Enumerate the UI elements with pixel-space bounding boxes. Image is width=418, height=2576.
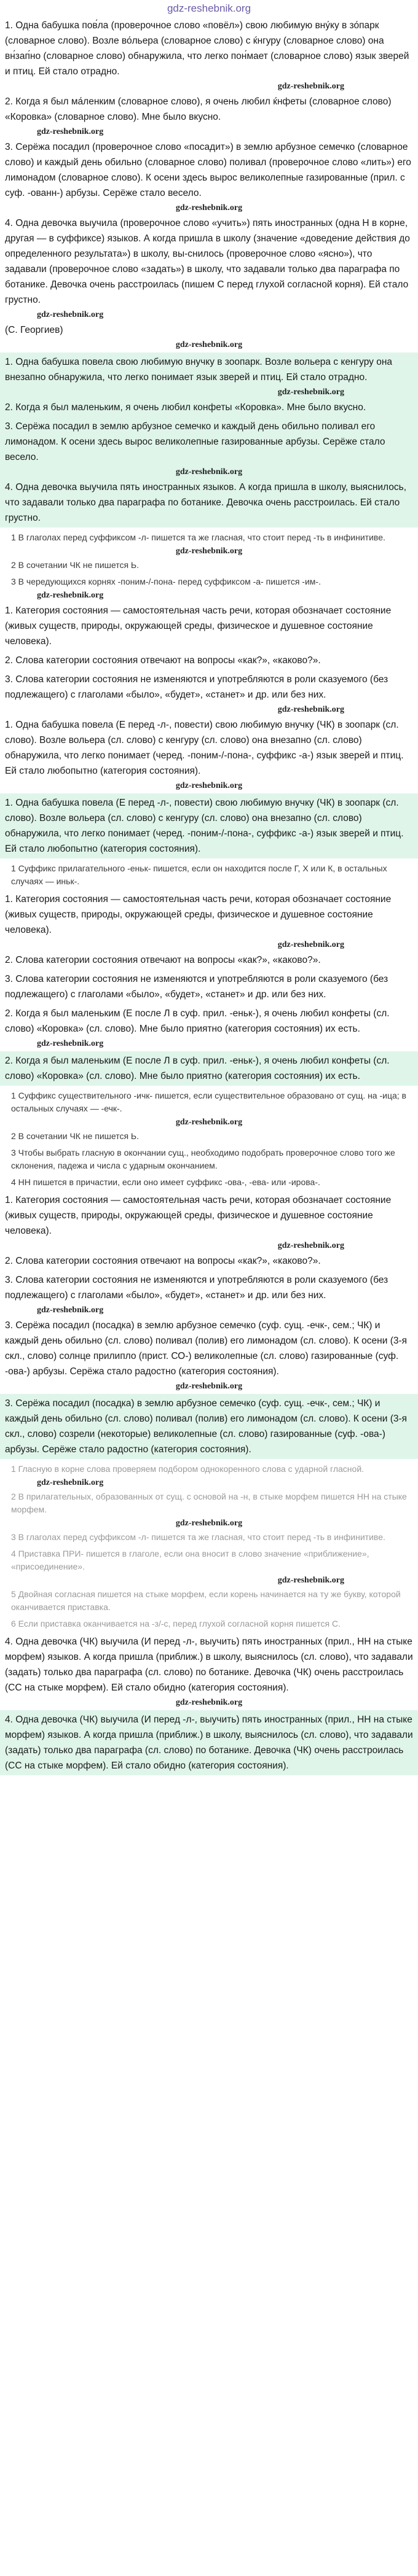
rule-note (0, 1586, 418, 1616)
rule-note (0, 574, 418, 590)
watermark: gdz-reshebnik.org (277, 82, 344, 91)
rule-note-text: 6 Если приставка оканчивается на -з/-с, перед глухой согласной корня пишется С. (11, 1619, 341, 1628)
exercise-sentence-1: 1. Одна бабушка пов́ла (проверочное слово «повёл») свою любимую вну́ку в зо́парк (словарное слово). Возле во́льера (словарное слово) с ќнгуру (словарное слово) она вн́зап́но (словарное слово) обнаружила, что легко пон́мает (словарное слово) язык зверей и птиц. Ей стало отрадно. (5, 20, 409, 77)
rule-note-text: 4 НН пишется в причастии, если оно имеет суффикс -ова-, -ева- или -ирова-. (11, 1177, 320, 1187)
watermark: gdz-reshebnik.org (175, 203, 243, 212)
rule-note-text: 5 Двойная согласная пишется на стыке морфем, если корень начинается на ту же букву, которой оканчивается приставка. (11, 1589, 401, 1612)
watermark: gdz-reshebnik.org (175, 1698, 243, 1707)
watermark: gdz-reshebnik.org (37, 127, 104, 136)
watermark: gdz-reshebnik.org (277, 1241, 344, 1250)
analysis-4-highlight: 4. Одна девочка (ЧК) выучила (И перед -л-, выучить) пять иностранных (прил., НН на стыке морфем) языков. А когда пришла (приближ.) в школу, выяснилось (сл. слово), что задавали (задать) только два параграфа (сл. слово) по ботанике. Девочка (ЧК) очень расстроилась (СС на стыке морфем). Ей стало обидно (категория состояния). (5, 1714, 413, 1771)
answer-sentence-3: 3. Серёжа посадил в землю арбузное семечко и каждый день обильно поливал его лимонадом. К осени здесь вырос великолепные газированные арбузы. Серёже стало весело. (5, 421, 385, 462)
rule-note-text: 1 В глаголах перед суффиксом -л- пишется та же гласная, что стоит перед -ть в инфинитиве. (11, 532, 385, 542)
rule-note (0, 1461, 418, 1477)
watermark: gdz-reshebnik.org (175, 781, 243, 790)
rule-note (0, 529, 418, 546)
rule-note-text: 2 В сочетании ЧК не пишется Ь. (11, 560, 139, 570)
theory-3: 3. Слова категории состояния не изменяются и употребляются в роли сказуемого (без подлежащего) с глаголами «было», «будет», «станет» и др. или без них. (5, 974, 388, 1000)
theory-1: 1. Категория состояния — самостоятельная часть речи, которая обозначает состояние (живых существ, природы, окружающей среды, физическое и душевное состояние человека). (5, 894, 392, 935)
watermark: gdz-reshebnik.org (277, 387, 344, 397)
exercise-sentence-4: 4. Одна девочка выучила (проверочное слово «учить») пять иностранных (одна Н в корне, другая — в суффиксе) языков. А когда пришла в школу (значение «доведение действия до определенного результата») в школу, вы-снилось (проверочное слово «ясно»), что задавали (проверочное слово «задать») в школу, что задавали только два параграфа по ботанике. Девочка очень расстроилась (пишем С перед глухой согласной корня). Ей стало грустно. (5, 218, 410, 305)
watermark: gdz-reshebnik.org (175, 1382, 243, 1391)
watermark: gdz-reshebnik.org (175, 1118, 243, 1127)
theory-3: 3. Слова категории состояния не изменяются и употребляются в роли сказуемого (без подлежащего) с глаголами «было», «будет», «станет» и др. или без них. (5, 674, 388, 700)
theory-2: 2. Слова категории состояния отвечают на вопросы «как?», «каково?». (5, 955, 321, 965)
watermark: gdz-reshebnik.org (37, 1039, 104, 1048)
watermark: gdz-reshebnik.org (277, 940, 344, 949)
watermark: gdz-reshebnik.org (37, 1306, 104, 1315)
answer-sentence-2: 2. Когда я был маленьким, я очень любил конфеты «Коровка». Мне было вкусно. (5, 402, 366, 413)
answer-highlight-block (0, 793, 418, 858)
watermark: gdz-reshebnik.org (175, 547, 243, 556)
rule-note-text: 1 Суффикс существительного -ичк- пишется, если существительное образовано от сущ. на -ица; в остальных случаях — -ечк-. (11, 1091, 406, 1113)
rule-note-text: 1 Суффикс прилагательного -еньк- пишется, если он находится после Г, Х или К, в остальных случаях — иньк-. (11, 863, 387, 886)
theory-3: 3. Слова категории состояния не изменяются и употребляются в роли сказуемого (без подлежащего) с глаголами «было», «будет», «станет» и др. или без них. (5, 1275, 388, 1301)
rule-note (0, 860, 418, 890)
rule-note-text: 3 В чередующихся корнях -поним-/-пона- перед суффиксом -а- пишется -им-. (11, 577, 321, 586)
author: (С. Георгиев) (5, 325, 63, 335)
analysis-1-highlight: 1. Одна бабушка повела (Е перед -л-, повести) свою любимую внучку (ЧК) в зоопарк (сл. слово). Возле вольера (сл. слово) с кенгуру (сл. слово) она внезапно (сл. слово) обнаружила, что легко понимает (черед. -поним-/-пона-, суффикс -а-) язык зверей и птиц. Ей стало любопытно (категория состояния). (5, 798, 404, 854)
theory-2: 2. Слова категории состояния отвечают на вопросы «как?», «каково?». (5, 655, 321, 666)
answer-sentence-1: 1. Одна бабушка повела свою любимую внучку в зоопарк. Возле вольера с кенгуру она внезапно обнаружила, что легко понимает язык зверей и птиц. Ей стало отрадно. (5, 357, 393, 383)
rule-note (0, 1128, 418, 1145)
rule-note (0, 1488, 418, 1518)
watermark: gdz-reshebnik.org (277, 705, 344, 714)
analysis-4: 4. Одна девочка (ЧК) выучила (И перед -л-, выучить) пять иностранных (прил., НН на стыке морфем) языков. А когда пришла (приближ.) в школу, выяснилось (сл. слово), что задавали (задать) только два параграфа (сл. слово) по ботанике. Девочка (ЧК) очень расстроилась (СС на стыке морфем). Ей стало обидно (категория состояния). (5, 1636, 413, 1693)
rule-note (0, 1145, 418, 1174)
answer-highlight-block (0, 352, 418, 527)
analysis-2: 2. Когда я был маленьким (Е после Л в суф. прил. -еньк-), я очень любил конфеты (сл. слово) «Коровка» (сл. слово). Мне было приятно (категория состояния) их есть. (5, 1008, 390, 1034)
answer-highlight-block (0, 1051, 418, 1086)
watermark: gdz-reshebnik.org (175, 340, 243, 349)
rule-note (0, 1088, 418, 1117)
rule-note-text: 2 В сочетании ЧК не пишется Ь. (11, 1131, 139, 1141)
analysis-3-highlight: 3. Серёжа посадил (посадка) в землю арбузное семечко (суф. сущ. -ечк-, сем.; ЧК) и каждый день обильно (сл. слово) поливал (полив) его лимонадом (сл. слово). К осени (3-я скл., слово) созрели (некоторые) великолепные (сл. слово) газированные (суф. -ова-) арбузы. Серёже стало радостно (категория состояния). (5, 1398, 408, 1455)
watermark: gdz-reshebnik.org (37, 591, 104, 600)
analysis-3: 3. Серёжа посадил (посадка) в землю арбузное семечко (суф. сущ. -ечк-, сем.; ЧК) и каждый день обильно (сл. слово) поливал (полив) его лимонадом (сл. слово). К осени (3-я скл., слово) солнце прилипло (прист. СО-) великолепные (сл. слово) газированные (суф. -ова-) арбузы. Серёжа стало радостно (категория состояния). (5, 1320, 408, 1377)
rule-note (0, 1546, 418, 1575)
rule-note (0, 557, 418, 574)
analysis-1: 1. Одна бабушка повела (Е перед -л-, повести) свою любимую внучку (ЧК) в зоопарк (сл. слово). Возле вольера (сл. слово) с кенгуру (сл. слово) она внезапно (сл. слово) обнаружила, что легко понимает (черед. -поним-/-пона-, суффикс -а-) язык зверей и птиц. Ей стало любопытно (категория состояния). (5, 720, 404, 776)
exercise-sentence-3: 3. Серёжа посадил (проверочное слово «посадит») в землю арбузное семечко (словарное слово) и каждый день обильно (словарное слово) поливал (проверочное слово «лить») его лимонадом (словарное слово). К осени здесь вырос великолепные газированные (прил. с суф. -ованн-) арбузы. Серёже стало весело. (5, 142, 411, 198)
rule-note-text: 4 Приставка ПРИ- пишется в глаголе, если она вносит в слово значение «приближение», «присоединение». (11, 1549, 369, 1571)
theory-1: 1. Категория состояния — самостоятельная часть речи, которая обозначает состояние (живых существ, природы, окружающей среды, физическое и душевное состояние человека). (5, 605, 392, 647)
rule-note (0, 1616, 418, 1632)
watermark: gdz-reshebnik.org (37, 1478, 104, 1487)
rule-note-text: 3 Чтобы выбрать гласную в окончании сущ., необходимо подобрать проверочное слово того же склонения, падежа и числа с ударным окончанием. (11, 1148, 395, 1170)
watermark: gdz-reshebnik.org (175, 1519, 243, 1528)
rule-note-text: 3 В глаголах перед суффиксом -л- пишется та же гласная, что стоит перед -ть в инфинитиве. (11, 1532, 385, 1542)
theory-2: 2. Слова категории состояния отвечают на вопросы «как?», «каково?». (5, 1256, 321, 1266)
watermark: gdz-reshebnik.org (175, 467, 243, 477)
exercise-sentence-2: 2. Когда я был ма́ленким (словарное слово), я очень любил ќнфеты (словарное слово) «Коровка» (словарное слово). Мне было вкусно. (5, 96, 392, 122)
rule-note (0, 1174, 418, 1191)
theory-1: 1. Категория состояния — самостоятельная часть речи, которая обозначает состояние (живых существ, природы, окружающей среды, физическое и душевное состояние человека). (5, 1195, 392, 1236)
site-header[interactable]: gdz-reshebnik.org (167, 2, 251, 14)
watermark: gdz-reshebnik.org (277, 1576, 344, 1585)
rule-note-text: 2 В прилагательных, образованных от сущ. с основой на -н, в стыке морфем пишется НН на стыке морфем. (11, 1492, 407, 1514)
answer-sentence-4: 4. Одна девочка выучила пять иностранных языков. А когда пришла в школу, выяснилось, что задавали только два параграфа по ботанике. Девочка очень расстроилась. Ей стало грустно. (5, 482, 407, 523)
answer-highlight-block (0, 1394, 418, 1459)
watermark: gdz-reshebnik.org (37, 310, 104, 319)
analysis-2-highlight: 2. Когда я был маленьким (Е после Л в суф. прил. -еньк-), я очень любил конфеты (сл. слово) «Коровка» (сл. слово). Мне было приятно (категория состояния) их есть. (5, 1056, 390, 1081)
rule-note-text: 1 Гласную в корне слова проверяем подбором однокоренного слова с ударной гласной. (11, 1464, 365, 1474)
rule-note (0, 1529, 418, 1546)
answer-highlight-block (0, 1710, 418, 1775)
